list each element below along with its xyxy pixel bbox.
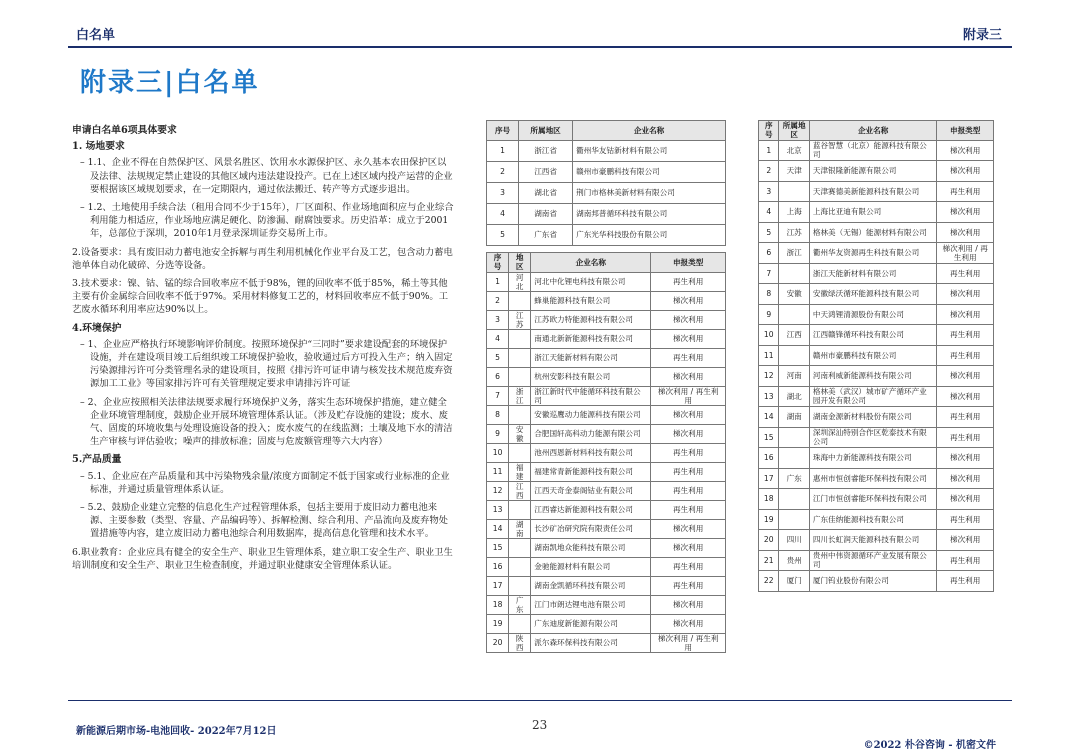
table-cell: 赣州市豪鹏科技有限公司 xyxy=(573,161,726,182)
section-env-heading: 4.环境保护 xyxy=(72,322,122,334)
table-cell: 梯次利用 xyxy=(651,538,726,557)
table-cell: 江苏 xyxy=(509,310,531,329)
column-header: 序号 xyxy=(487,121,519,141)
table-cell: 江西天奇金泰阁钴业有限公司 xyxy=(531,481,651,500)
table-row xyxy=(487,595,726,614)
table-row xyxy=(759,263,994,284)
table-cell xyxy=(779,489,809,510)
table-cell: 江西省 xyxy=(519,161,573,182)
table-row xyxy=(487,443,726,462)
table-cell: 安徽 xyxy=(779,284,809,305)
table-cell: 10 xyxy=(759,325,779,346)
table-cell: 江西 xyxy=(779,325,809,346)
table-cell: 河南 xyxy=(779,366,809,387)
table-row xyxy=(759,366,994,387)
table-cell: 格林美（无锡）能源材料有限公司 xyxy=(809,222,937,243)
table-cell: 湖南省 xyxy=(519,203,573,224)
table-cell: 梯次利用 xyxy=(651,329,726,348)
table-cell: 贵州 xyxy=(779,550,809,571)
table-row xyxy=(487,614,726,633)
table-cell xyxy=(509,348,531,367)
table-cell xyxy=(779,448,809,469)
table-cell: 20 xyxy=(487,633,509,652)
table-cell: 梯次利用 xyxy=(937,140,994,161)
column-header: 所属地区 xyxy=(519,121,573,141)
table-cell: 蓝谷智慧（北京）能源科技有限公司 xyxy=(809,140,937,161)
table-cell: 15 xyxy=(759,427,779,448)
table-row xyxy=(759,222,994,243)
table-row xyxy=(759,202,994,223)
table-cell xyxy=(509,614,531,633)
table-cell: 惠州市恒创睿能环保科技有限公司 xyxy=(809,468,937,489)
table-cell xyxy=(509,500,531,519)
table-cell: 格林美（武汉）城市矿产循环产业园开发有限公司 xyxy=(809,386,937,407)
table-cell: 6 xyxy=(487,367,509,386)
header-divider xyxy=(68,46,1012,48)
table-cell: 8 xyxy=(759,284,779,305)
table-header-row xyxy=(759,121,994,141)
table-cell: 再生利用 xyxy=(937,181,994,202)
table-cell: 长沙矿冶研究院有限责任公司 xyxy=(531,519,651,538)
table-cell: 再生利用 xyxy=(651,500,726,519)
column-header: 企业名称 xyxy=(573,121,726,141)
table-cell: 南通北新新能源科技有限公司 xyxy=(531,329,651,348)
table-cell: 再生利用 xyxy=(937,263,994,284)
table-cell: 天津赛德美新能源科技有限公司 xyxy=(809,181,937,202)
table-cell: 18 xyxy=(487,595,509,614)
table-cell: 再生利用 xyxy=(937,407,994,428)
table-row xyxy=(487,386,726,405)
table-cell xyxy=(779,509,809,530)
table-cell: 梯次利用 / 再生利用 xyxy=(937,243,994,264)
table-cell: 再生利用 xyxy=(937,345,994,366)
table-cell: 江门市恒创睿能环保科技有限公司 xyxy=(809,489,937,510)
table-cell: 9 xyxy=(487,424,509,443)
table-row xyxy=(759,345,994,366)
table-cell: 广东佳纳能源科技有限公司 xyxy=(809,509,937,530)
table-row xyxy=(487,367,726,386)
table-cell xyxy=(509,576,531,595)
table-cell: 厦门 xyxy=(779,571,809,592)
table-cell: 梯次利用 xyxy=(651,367,726,386)
table-cell: 再生利用 xyxy=(651,272,726,291)
table-cell: 梯次利用 / 再生利用 xyxy=(651,633,726,652)
table-row xyxy=(487,500,726,519)
table-cell xyxy=(509,443,531,462)
table-cell: 广东 xyxy=(779,468,809,489)
table-cell: 17 xyxy=(487,576,509,595)
table-cell: 蜂巢能源科技有限公司 xyxy=(531,291,651,310)
table-row xyxy=(759,489,994,510)
site-requirement-1: – 1.1、企业不得在自然保护区、风景名胜区、饮用水水源保护区、永久基本农田保护区以及法律、法规规定禁止建设的其他区域内违法建设投产。已在上述区域内投产运营的企业要根据该区域规划要求，在一定期限内，通过依法搬迁、转产等方式逐步退出。 xyxy=(80,157,453,195)
table-cell: 浙江新时代中能循环科技有限公司 xyxy=(531,386,651,405)
table-cell: 16 xyxy=(759,448,779,469)
table-cell: 梯次利用 xyxy=(937,304,994,325)
table-cell: 江西 xyxy=(509,481,531,500)
table-cell xyxy=(509,557,531,576)
table-cell: 江苏 xyxy=(779,222,809,243)
table-cell: 20 xyxy=(759,530,779,551)
table-cell: 梯次利用 xyxy=(937,386,994,407)
table-cell: 再生利用 xyxy=(937,325,994,346)
table-cell: 中天鸿锂清源股份有限公司 xyxy=(809,304,937,325)
table-row xyxy=(487,557,726,576)
table-cell: 湖南 xyxy=(509,519,531,538)
table-row xyxy=(487,140,726,161)
table-cell: 湖南金凯循环科技有限公司 xyxy=(531,576,651,595)
table-row xyxy=(487,291,726,310)
site-requirement-2: – 1.2、土地使用手续合法（租用合同不少于15年），厂区面积、作业场地面积应与企业综合利用能力相适应，作业场地应满足硬化、防渗漏、耐腐蚀要求。历史沿革：成立于2001年，总部位于深圳，2010年1月登录深圳证券交易所上市。 xyxy=(80,202,454,240)
table-cell: 北京 xyxy=(779,140,809,161)
table-row xyxy=(487,161,726,182)
table-cell: 4 xyxy=(487,203,519,224)
table-cell: 14 xyxy=(759,407,779,428)
table-cell: 再生利用 xyxy=(937,427,994,448)
table-row xyxy=(759,448,994,469)
table-cell: 再生利用 xyxy=(937,509,994,530)
table-cell: 福建常青新能源科技有限公司 xyxy=(531,462,651,481)
table-cell: 19 xyxy=(487,614,509,633)
table-cell: 再生利用 xyxy=(651,557,726,576)
table-cell: 梯次利用 xyxy=(651,405,726,424)
column-header: 申报类型 xyxy=(937,121,994,141)
table-row xyxy=(759,243,994,264)
table-cell: 6 xyxy=(759,243,779,264)
table-cell xyxy=(779,263,809,284)
table-cell: 21 xyxy=(759,550,779,571)
table-cell: 8 xyxy=(487,405,509,424)
table-cell: 湖南金源新材料股份有限公司 xyxy=(809,407,937,428)
table-cell: 14 xyxy=(487,519,509,538)
table-row xyxy=(487,329,726,348)
table-cell: 4 xyxy=(487,329,509,348)
table-cell: 浙江 xyxy=(779,243,809,264)
table-cell: 13 xyxy=(759,386,779,407)
footer-left-label: 新能源后期市场-电池回收- 2022年7月12日 xyxy=(76,726,277,737)
table-cell: 再生利用 xyxy=(651,462,726,481)
table-cell: 11 xyxy=(759,345,779,366)
table-row xyxy=(759,427,994,448)
section-quality-heading: 5.产品质量 xyxy=(72,454,122,466)
table-cell xyxy=(509,538,531,557)
column-header: 企业名称 xyxy=(809,121,937,141)
whitelist-table-batch1 xyxy=(486,120,726,246)
page-title: 附录三|白名单 xyxy=(80,68,260,98)
table-cell: 1 xyxy=(759,140,779,161)
table-cell: 天津银隆新能源有限公司 xyxy=(809,161,937,182)
table-cell: 梯次利用 xyxy=(937,284,994,305)
table-row xyxy=(759,140,994,161)
section-site-heading: 1. 场地要求 xyxy=(72,141,125,153)
table-cell: 上海比亚迪有限公司 xyxy=(809,202,937,223)
table-cell: 江西赣锋循环科技有限公司 xyxy=(809,325,937,346)
table-cell xyxy=(509,329,531,348)
table-cell xyxy=(779,345,809,366)
column-header: 企业名称 xyxy=(531,253,651,273)
table-cell: 广东光华科技股份有限公司 xyxy=(573,224,726,245)
table-row xyxy=(487,538,726,557)
table-cell: 22 xyxy=(759,571,779,592)
table-cell: 深圳深汕特别合作区乾泰技术有限公司 xyxy=(809,427,937,448)
table-cell: 上海 xyxy=(779,202,809,223)
table-row xyxy=(487,310,726,329)
table-cell: 2 xyxy=(487,291,509,310)
table-cell: 13 xyxy=(487,500,509,519)
table-cell: 金驰能源材料有限公司 xyxy=(531,557,651,576)
table-cell: 湖南 xyxy=(779,407,809,428)
occupational-requirement: 6.职业教育：企业应具有健全的安全生产、职业卫生管理体系，建立职工安全生产、职业卫生培训制度和安全生产、职业卫生检查制度，并通过职业健康安全管理体系认证。 xyxy=(72,546,453,571)
table-cell: 湖南邦普循环科技有限公司 xyxy=(573,203,726,224)
table-cell: 17 xyxy=(759,468,779,489)
table-row xyxy=(487,424,726,443)
table-row xyxy=(487,576,726,595)
table-cell: 江苏欧力特能源科技有限公司 xyxy=(531,310,651,329)
table-cell: 12 xyxy=(759,366,779,387)
table-cell: 梯次利用 xyxy=(937,489,994,510)
table-cell: 广东省 xyxy=(519,224,573,245)
table-cell: 梯次利用 xyxy=(937,468,994,489)
table-cell: 江西睿达新能源科技有限公司 xyxy=(531,500,651,519)
table-row xyxy=(487,203,726,224)
table-cell xyxy=(509,405,531,424)
table-cell: 5 xyxy=(759,222,779,243)
header-right-label: 附录三 xyxy=(962,28,1002,43)
table-row xyxy=(487,519,726,538)
table-cell: 厦门钨业股份有限公司 xyxy=(809,571,937,592)
table-cell: 再生利用 xyxy=(651,348,726,367)
table-row xyxy=(759,386,994,407)
table-cell: 福建 xyxy=(509,462,531,481)
table-cell: 5 xyxy=(487,348,509,367)
table-cell xyxy=(779,304,809,325)
table-cell: 四川 xyxy=(779,530,809,551)
table-cell: 河北中化锂电科技有限公司 xyxy=(531,272,651,291)
whitelist-table-batch2 xyxy=(486,252,726,653)
table-cell: 2 xyxy=(759,161,779,182)
table-cell: 3 xyxy=(487,310,509,329)
requirements-text xyxy=(72,122,454,577)
equipment-requirement: 2.设备要求：具有废旧动力蓄电池安全拆解与再生利用机械化作业平台及工艺，包含动力蓄电池单体自动化破碎、分选等设备。 xyxy=(72,246,453,271)
quality-requirement-2: – 5.2、鼓励企业建立完整的信息化生产过程管理体系，包括主要用于废旧动力蓄电池来源、主要参数（类型、容量、产品编码等）、拆解检测、综合利用、产品流向及废弃物处置措施等内容，建立废旧动力蓄电池综合利用数据库，提高信息化管理和技术水平。 xyxy=(80,502,448,540)
table-row xyxy=(487,224,726,245)
table-cell: 湖北省 xyxy=(519,182,573,203)
table-row xyxy=(759,304,994,325)
table-row xyxy=(487,348,726,367)
table-cell: 4 xyxy=(759,202,779,223)
quality-requirement-1: – 5.1、企业应在产品质量和其中污染物残余量/浓度方面制定不低于国家或行业标准的企业标准，并通过质量管理体系认证。 xyxy=(80,470,450,495)
table-row xyxy=(759,284,994,305)
table-cell: 9 xyxy=(759,304,779,325)
table-cell: 广东 xyxy=(509,595,531,614)
table-cell: 10 xyxy=(487,443,509,462)
table-row xyxy=(487,405,726,424)
column-header: 序号 xyxy=(759,121,779,141)
table-cell: 15 xyxy=(487,538,509,557)
table-header-row xyxy=(487,253,726,273)
table-cell: 梯次利用 xyxy=(651,519,726,538)
table-cell: 安徽 xyxy=(509,424,531,443)
table-cell: 安徽巡鹰动力能源科技有限公司 xyxy=(531,405,651,424)
table-row xyxy=(759,325,994,346)
table-cell: 7 xyxy=(759,263,779,284)
table-cell: 江门市朗达锂电池有限公司 xyxy=(531,595,651,614)
table-cell: 珠海中力新能源科技有限公司 xyxy=(809,448,937,469)
table-cell: 梯次利用 xyxy=(937,366,994,387)
table-cell: 广东迪度新能源有限公司 xyxy=(531,614,651,633)
table-cell xyxy=(779,181,809,202)
table-row xyxy=(487,272,726,291)
table-cell: 12 xyxy=(487,481,509,500)
table-cell: 再生利用 xyxy=(937,571,994,592)
table-header-row xyxy=(487,121,726,141)
table-cell: 梯次利用 xyxy=(651,595,726,614)
table-cell: 梯次利用 xyxy=(937,202,994,223)
table-cell xyxy=(509,367,531,386)
table-cell: 3 xyxy=(487,182,519,203)
table-cell: 杭州安影科技有限公司 xyxy=(531,367,651,386)
table-cell: 浙江天能新材料有限公司 xyxy=(531,348,651,367)
table-cell: 梯次利用 xyxy=(937,530,994,551)
env-requirement-1: – 1、企业应严格执行环境影响评价制度。按照环境保护“三同时”要求建设配套的环境保护设施，并在建设项目竣工后组织竣工环境保护验收，验收通过后方可投入生产；纳入固定污染源排污许可分类管理名录的建设项目，按照《排污许可证申请与核发技术规范废弃资源加工工业》等国家排污许可有关管理规定要求申请排污许可证 xyxy=(80,338,453,390)
table-cell: 2 xyxy=(487,161,519,182)
table-cell: 1 xyxy=(487,140,519,161)
table-cell: 河北 xyxy=(509,272,531,291)
table-cell: 池州西恩新材料科技有限公司 xyxy=(531,443,651,462)
table-cell: 梯次利用 xyxy=(651,291,726,310)
table-cell: 16 xyxy=(487,557,509,576)
table-row xyxy=(487,633,726,652)
table-cell: 湖北 xyxy=(779,386,809,407)
footer-divider xyxy=(68,700,1012,701)
table-cell: 四川长虹润天能源科技有限公司 xyxy=(809,530,937,551)
table-cell: 浙江省 xyxy=(519,140,573,161)
table-cell: 浙江 xyxy=(509,386,531,405)
table-cell: 再生利用 xyxy=(651,443,726,462)
page-number: 23 xyxy=(532,718,548,732)
column-header: 所属地区 xyxy=(779,121,809,141)
table-cell: 衢州华友钴新材料有限公司 xyxy=(573,140,726,161)
table-cell: 贵州中伟资源循环产业发展有限公司 xyxy=(809,550,937,571)
whitelist-table-batch3 xyxy=(758,120,994,592)
table-cell: 衢州华友资源再生科技有限公司 xyxy=(809,243,937,264)
table-cell: 湖南凯地众能科技有限公司 xyxy=(531,538,651,557)
column-header: 地区 xyxy=(509,253,531,273)
table-cell: 19 xyxy=(759,509,779,530)
table-cell: 天津 xyxy=(779,161,809,182)
table-cell: 荆门市格林美新材料有限公司 xyxy=(573,182,726,203)
table-cell: 1 xyxy=(487,272,509,291)
table-cell: 梯次利用 xyxy=(937,161,994,182)
table-cell: 梯次利用 xyxy=(937,448,994,469)
table-cell: 河南利威新能源科技有限公司 xyxy=(809,366,937,387)
table-cell: 再生利用 xyxy=(937,550,994,571)
table-cell xyxy=(509,291,531,310)
table-cell: 安徽绿沃循环能源科技有限公司 xyxy=(809,284,937,305)
table-cell: 7 xyxy=(487,386,509,405)
header-left-label: 白名单 xyxy=(76,28,116,43)
table-cell: 11 xyxy=(487,462,509,481)
table-cell: 赣州市豪鹏科技有限公司 xyxy=(809,345,937,366)
column-header: 申报类型 xyxy=(651,253,726,273)
table-row xyxy=(759,181,994,202)
intro-heading: 申请白名单6项具体要求 xyxy=(72,125,177,136)
table-cell: 合肥国轩高科动力能源有限公司 xyxy=(531,424,651,443)
table-row xyxy=(487,462,726,481)
table-cell: 梯次利用 xyxy=(937,222,994,243)
table-cell: 3 xyxy=(759,181,779,202)
table-cell: 再生利用 xyxy=(651,576,726,595)
table-cell: 梯次利用 xyxy=(651,424,726,443)
table-cell: 5 xyxy=(487,224,519,245)
table-cell: 梯次利用 xyxy=(651,310,726,329)
table-cell: 梯次利用 xyxy=(651,614,726,633)
column-header: 序号 xyxy=(487,253,509,273)
table-row xyxy=(759,407,994,428)
table-row xyxy=(487,481,726,500)
table-row xyxy=(759,530,994,551)
table-cell: 18 xyxy=(759,489,779,510)
table-cell xyxy=(779,427,809,448)
table-cell: 梯次利用 / 再生利用 xyxy=(651,386,726,405)
table-row xyxy=(759,509,994,530)
table-cell: 再生利用 xyxy=(651,481,726,500)
table-cell: 陕西 xyxy=(509,633,531,652)
table-cell: 派尔森环保科技有限公司 xyxy=(531,633,651,652)
table-row xyxy=(487,182,726,203)
table-row xyxy=(759,571,994,592)
table-row xyxy=(759,161,994,182)
table-cell: 浙江天能新材料有限公司 xyxy=(809,263,937,284)
env-requirement-2: – 2、企业应按照相关法律法规要求履行环境保护义务，落实生态环境保护措施，建立健全企业环境管理制度，鼓励企业开展环境管理体系认证。（涉及贮存设施的建设；废水、废气、固废的环境收集与处理设施设备的投入；废水废气的在线监测；土壤及地下水的清洁生产审核与评估验收；噪声的排放标准；固废与危废额管理等六大内容） xyxy=(80,396,453,448)
table-row xyxy=(759,468,994,489)
table-row xyxy=(759,550,994,571)
technical-requirement: 3.技术要求：镍、钴、锰的综合回收率应不低于98%，锂的回收率不低于85%，稀土等其他主要有价金属综合回收率不低于97%。采用材料修复工艺的，材料回收率应不低于90%。工艺废水循环利用率应达90%以上。 xyxy=(72,278,449,316)
footer-copyright: ©2022 朴谷咨询 - 机密文件 xyxy=(863,740,996,751)
